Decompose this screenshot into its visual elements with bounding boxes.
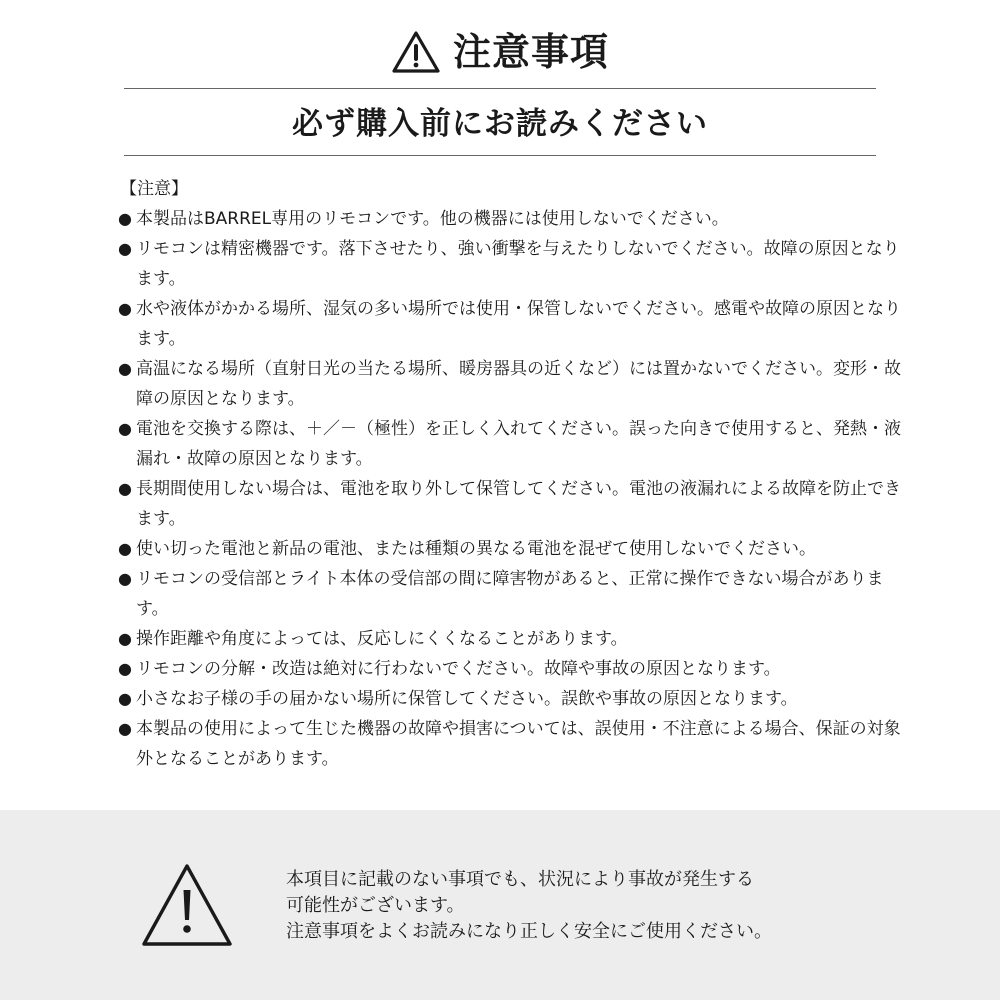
note-item [118, 684, 908, 714]
note-text: 小さなお子様の手の届かない場所に保管してください。誤飲や事故の原因となります。 [136, 689, 798, 709]
page-header [0, 24, 1000, 80]
page-subtitle: 必ず購入前にお読みください [292, 106, 708, 142]
bullet-icon: ● [118, 539, 132, 558]
notes-section [118, 174, 908, 774]
footer-line: 可能性がございます。 [286, 895, 465, 916]
footer-line: 注意事項をよくお読みになり正しく安全にご使用ください。 [286, 921, 772, 942]
bullet-icon: ● [118, 629, 132, 648]
note-item [118, 294, 908, 354]
bullet-icon: ● [118, 239, 132, 258]
note-text: リモコンは精密機器です。落下させたり、強い衝撃を与えたりしないでください。故障の原因となります。 [136, 239, 900, 289]
bullet-icon: ● [118, 209, 132, 228]
notes-list [118, 204, 908, 774]
bullet-icon: ● [118, 419, 132, 438]
note-text: リモコンの分解・改造は絶対に行わないでください。故障や事故の原因となります。 [136, 659, 781, 679]
note-text: 操作距離や角度によっては、反応しにくくなることがあります。 [136, 629, 628, 649]
note-item [118, 714, 908, 774]
bullet-icon: ● [118, 569, 132, 588]
warning-triangle-icon [140, 862, 234, 948]
divider-top [124, 88, 876, 89]
bullet-icon: ● [118, 689, 132, 708]
note-text: 水や液体がかかる場所、湿気の多い場所では使用・保管しないでください。感電や故障の原因となります。 [136, 299, 901, 349]
warning-triangle-icon [391, 29, 441, 75]
note-item [118, 534, 908, 564]
note-text: 高温になる場所（直射日光の当たる場所、暖房器具の近くなど）には置かないでください。変形・故障の原因となります。 [136, 359, 901, 409]
footer-text [286, 867, 926, 945]
note-text: 本製品の使用によって生じた機器の故障や損害については、誤使用・不注意による場合、保証の対象外となることがあります。 [136, 719, 901, 769]
note-item [118, 414, 908, 474]
bullet-icon: ● [118, 659, 132, 678]
note-text: 電池を交換する際は、＋／－（極性）を正しく入れてください。誤った向きで使用すると、発熱・液漏れ・故障の原因となります。 [136, 419, 901, 469]
note-item [118, 624, 908, 654]
footer-notice [0, 810, 1000, 1000]
footer-line: 本項目に記載のない事項でも、状況により事故が発生する [286, 869, 754, 890]
note-text: 長期間使用しない場合は、電池を取り外して保管してください。電池の液漏れによる故障を防止できます。 [136, 479, 901, 529]
note-item [118, 474, 908, 534]
bullet-icon: ● [118, 359, 132, 378]
note-item [118, 654, 908, 684]
note-text: 本製品はBARREL専用のリモコンです。他の機器には使用しないでください。 [136, 209, 729, 229]
note-item [118, 354, 908, 414]
notes-heading: 【注意】 [120, 179, 188, 199]
note-item [118, 204, 908, 234]
note-text: リモコンの受信部とライト本体の受信部の間に障害物があると、正常に操作できない場合があります。 [136, 569, 884, 619]
bullet-icon: ● [118, 299, 132, 318]
note-item [118, 564, 908, 624]
bullet-icon: ● [118, 719, 132, 738]
bullet-icon: ● [118, 479, 132, 498]
note-text: 使い切った電池と新品の電池、または種類の異なる電池を混ぜて使用しないでください。 [136, 539, 816, 559]
note-item [118, 234, 908, 294]
page-title: 注意事項 [452, 30, 609, 74]
divider-bottom [124, 155, 876, 156]
